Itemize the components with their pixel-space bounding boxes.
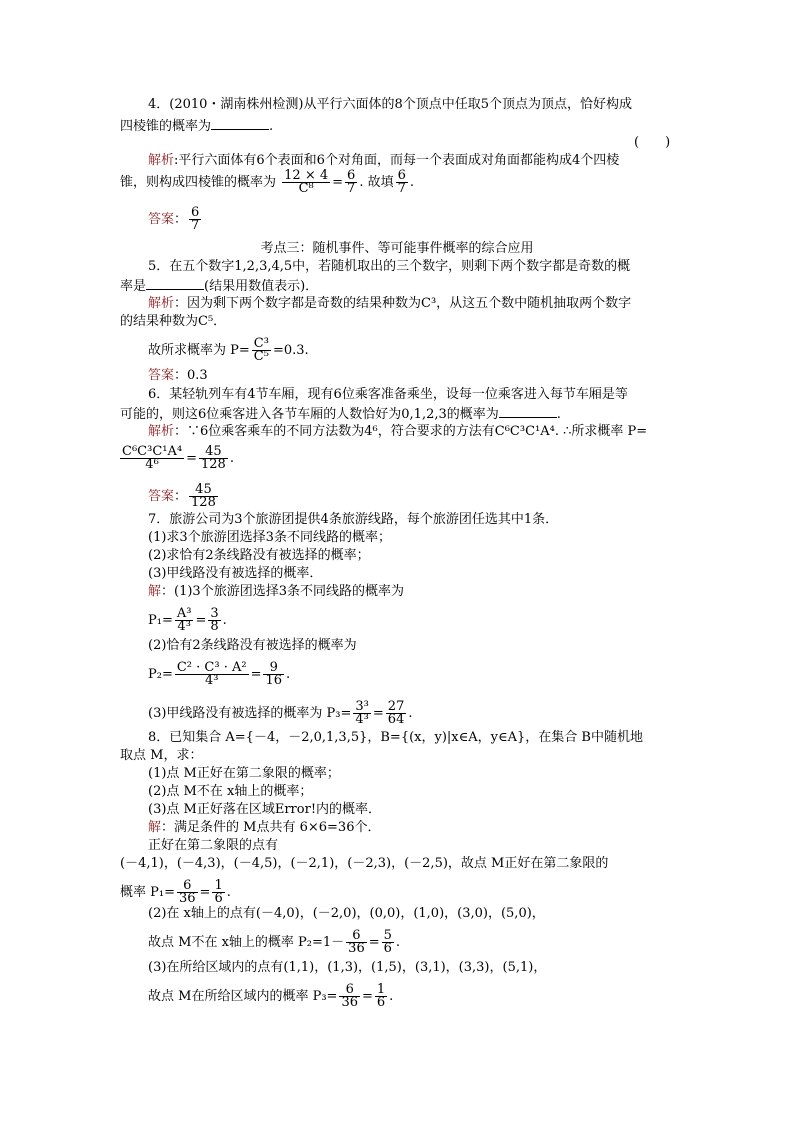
q5-solution-line2: 的结果种数为C⁵． [120,314,227,329]
fraction: $\frac{\text{C³}}{\text{C⁵}}$ [253,336,269,364]
fraction: $\frac{\text{C² · C³ · A²}}{\text{4³}}$ [176,660,247,688]
fraction: $\frac{6}{36}$ [341,982,358,1010]
q4-line2: 四棱锥的概率为 . [120,119,274,134]
q7-p1: P₁= $\frac{\text{A³}}{\text{4³}}$ = $\frac{3}{8}$ . [148,606,227,634]
q6-solution-line2: $\frac{\text{C⁶C³C¹A⁴}}{\text{4⁶}}$ = $\frac{45}{128}$ . [122,444,234,472]
fraction: $\frac{6}{36}$ [348,928,365,956]
fraction: $\frac{45}{128}$ [191,482,216,510]
q4-solution-line1: 解析:平行六面体有6个表面和6个对角面，而每一个表面成对角面都能构成4个四棱 [148,153,620,168]
q7-solution-line2: (2)恰有2条线路没有被选择的概率为 [148,638,357,653]
fraction: $\frac{6}{7}$ [191,205,200,233]
q7-p2: P₂= $\frac{\text{C² · C³ · A²}}{\text{4³}}$ = $\frac{9}{16}$ . [148,660,291,688]
section-title: 考点三：随机事件、等可能事件概率的综合应用 [260,241,534,256]
q5-answer: 答案：0.3 [148,368,208,383]
q7-line1: 7．旅游公司为3个旅游团提供4条旅游线路，每个旅游团任选其中1条． [148,512,559,527]
q8-line1: 8．已知集合 A={－4，－2,0,1,3,5}，B={(x，y)|x∈A，y∈A}，在集合 B中随机地 [148,730,643,745]
answer-blank [146,277,204,290]
q7-sub2: (2)求恰有2条线路没有被选择的概率； [148,548,370,563]
q6-line1: 6．某轻轨列车有4节车厢，现有6位乘客准备乘坐，设每一位乘客进入每节车厢是等 [148,387,628,402]
q4-line1: 4．(2010・湖南株州检测)从平行六面体的8个顶点中任取5个顶点为顶点，恰好构成 [148,97,633,112]
q5-line2: 率是 (结果用数值表示)． [120,279,319,294]
fraction: $\frac{\text{A³}}{\text{4³}}$ [176,606,192,634]
q8-line2: 取点 M，求： [120,748,203,763]
q8-p3: 故点 M在所给区域内的概率 P₃= $\frac{6}{36}$ = $\frac{1}{6}$ . [148,982,394,1010]
fraction: $\frac{\text{3³}}{\text{4³}}$ [355,699,369,727]
fraction: $\frac{9}{16}$ [265,660,283,688]
fraction: $\frac{27}{64}$ [387,699,405,727]
q8-sub1: (1)点 M正好在第二象限的概率； [148,766,340,781]
q8-solution-line7: (3)在所给区域内的点有(1,1)，(1,3)，(1,5)，(3,1)，(3,3)，(5,1)， [148,960,547,975]
fraction: $\frac{12 \times 4}{\text{C⁸}}$ [284,168,329,196]
q8-solution-line3: (－4,1)，(－4,3)，(－4,5)，(－2,1)，(－2,3)，(－2,5)，故点 M正好在第二象限的 [120,856,609,871]
fraction: $\frac{6}{7}$ [397,168,406,196]
q7-sub1: (1)求3个旅游团选择3条不同线路的概率； [148,530,391,545]
q8-sub2: (2)点 M不在 x轴上的概率； [148,784,313,799]
fraction: $\frac{5}{6}$ [383,928,392,956]
q7-sub3: (3)甲线路没有被选择的概率． [148,566,323,581]
q7-p3: (3)甲线路没有被选择的概率为 P₃= $\frac{\text{3³}}{\text{4³}}$ = $\frac{27}{64}$ . [148,699,413,727]
fraction: $\frac{45}{128}$ [200,444,226,472]
q5-probability: 故所求概率为 P= $\frac{\text{C³}}{\text{C⁵}}$ =0.3. [148,336,309,364]
fraction: $\frac{3}{8}$ [210,606,219,634]
q8-solution-line2: 正好在第二象限的点有 [148,838,279,853]
answer-blank [211,117,269,130]
fraction: $\frac{6}{36}$ [178,878,196,906]
fraction: $\frac{1}{6}$ [376,982,386,1010]
q8-solution-line1: 解：满足条件的 M点共有 6×6=36个． [148,820,381,835]
q8-p1: 概率 P₁= $\frac{6}{36}$ = $\frac{1}{6}$ . [120,878,231,906]
q5-solution-line1: 解析：因为剩下两个数字都是奇数的结果种数为C³，从这五个数中随机抽取两个数字 [148,296,632,311]
fraction: $\frac{6}{7}$ [347,168,356,196]
q8-p2: 故点 M不在 x轴上的概率 P₂=1－ $\frac{6}{36}$ = $\frac{5}{6}$ . [148,928,401,956]
q7-solution-line1: 解：(1)3个旅游团选择3条不同线路的概率为 [148,584,404,599]
q6-answer: 答案： $\frac{45}{128}$ [148,482,216,510]
q6-line2: 可能的，则这6位乘客进入各节车厢的人数恰好为0,1,2,3的概率为 . [120,407,561,422]
q4-bracket: ( ) [634,135,671,150]
q8-sub3: (3)点 M正好落在区域Error!内的概率． [148,802,382,817]
fraction: $\frac{\text{C⁶C³C¹A⁴}}{\text{4⁶}}$ [122,444,183,472]
q4-answer: 答案： $\frac{6}{7}$ [148,205,200,233]
q8-solution-line5: (2)在 x轴上的点有(－4,0)，(－2,0)，(0,0)，(1,0)，(3,0)，(5,0)， [148,906,545,921]
answer-blank [499,405,557,418]
fraction: $\frac{1}{6}$ [214,878,223,906]
q6-solution-line1: 解析：∵6位乘客乘车的不同方法数为4⁶，符合要求的方法有C⁶C³C¹A⁴. ∴所求概率 P= [148,424,648,439]
q4-solution-line2: 锥，则构成四棱锥的概率为 $\frac{12 \times 4}{\text{C⁸}}$ = $\frac{6}{7}$ . 故填 $\frac{6}{7}$ . [120,168,415,196]
q5-line1: 5．在五个数字1,2,3,4,5中，若随机取出的三个数字，则剩下两个数字都是奇数的概 [148,259,631,274]
